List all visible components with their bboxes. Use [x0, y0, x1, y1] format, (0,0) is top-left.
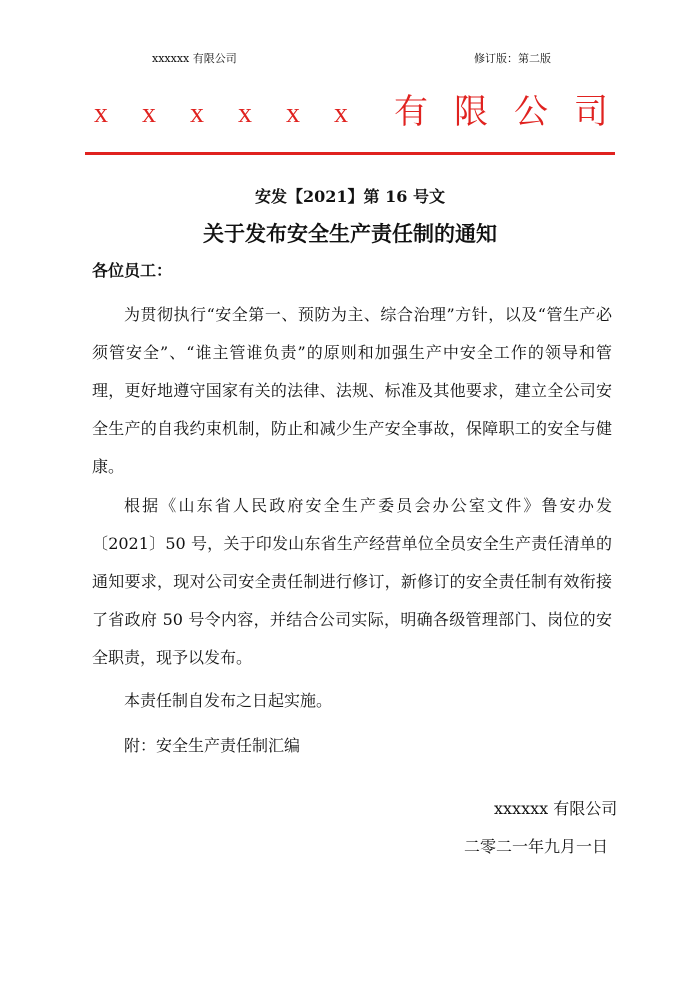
letterhead-char-4: 司 — [574, 92, 608, 132]
body-paragraph-1: 为贯彻执行“安全第一、预防为主、综合治理”方针，以及“管生产必须管安全”、“谁主管谁负责”的原则和加强生产中安全工作的领导和管理，更好地遵守国家有关的法律、法规、标准及其他要求，建立全公司安全生产的自我约束机制，防止和减少生产安全事故，保障职工的安全与健康。 — [92, 305, 612, 476]
letterhead-x-1: x — [94, 98, 108, 129]
document-title: 关于发布安全生产责任制的通知 — [203, 221, 497, 246]
header-company-name: xxxxxx 有限公司 — [152, 52, 237, 65]
body-paragraph-3: 本责任制自发布之日起实施。 — [124, 691, 333, 710]
signature-date: 二零二一年九月一日 — [464, 837, 609, 856]
letterhead-x-4: x — [238, 98, 252, 129]
letterhead-x-6: x — [334, 98, 348, 129]
attachment-line: 附：安全生产责任制汇编 — [124, 736, 301, 755]
letterhead-char-3: 公 — [514, 92, 548, 132]
header-version-label: 修订版：第二版 — [474, 52, 551, 65]
red-letterhead-title — [90, 92, 610, 136]
letterhead-char-2: 限 — [454, 92, 488, 132]
body-paragraph-2: 根据《山东省人民政府安全生产委员会办公室文件》鲁安办发〔2021〕50 号，关于印发山东省生产经营单位全员安全生产责任清单的通知要求，现对公司安全责任制进行修订，新修订的安全责任制有效衔接了省政府 50 号令内容，并结合公司实际，明确各级管理部门、岗位的安全职责，现予以发布。 — [92, 496, 612, 667]
letterhead-char-1: 有 — [394, 92, 428, 132]
signature-company: xxxxxx 有限公司 — [494, 799, 618, 818]
document-number: 安发【2021】第 16 号文 — [255, 187, 445, 206]
letterhead-x-2: x — [142, 98, 156, 129]
salutation: 各位员工： — [92, 261, 173, 280]
letterhead-x-5: x — [286, 98, 300, 129]
letterhead-x-3: x — [190, 98, 204, 129]
red-divider-line — [85, 152, 615, 155]
